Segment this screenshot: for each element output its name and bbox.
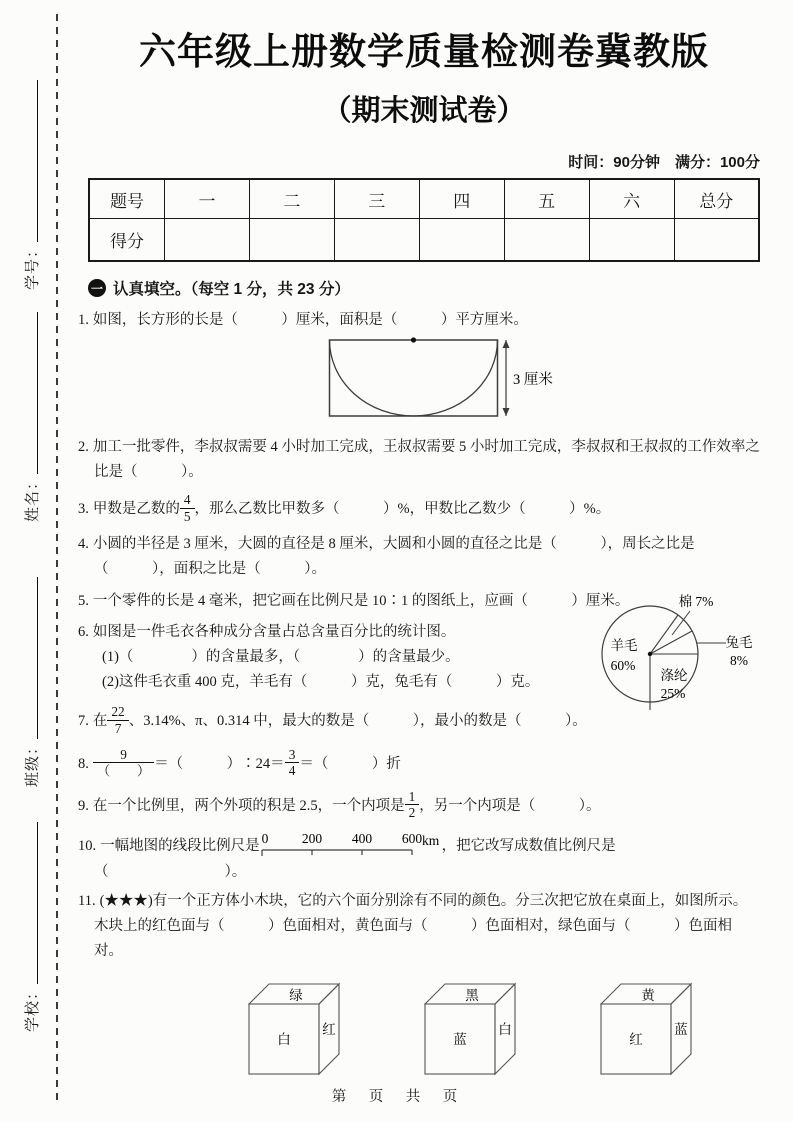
question-5-number: 5. [78,593,89,610]
score-table [88,178,760,262]
school-label: 学校： [24,983,41,1032]
question-5-text: 一个零件的长是 4 毫米，把它画在比例尺是 10∶1 的图纸上，应画（ ）厘米。 [92,593,630,610]
fraction-22-7 [107,704,128,736]
question-3-text-post: ，那么乙数比甲数多（ ）%，甲数比乙数少（ ）%。 [194,501,611,518]
cotton-slice-label: 棉 7% [678,594,714,609]
cube-top-label: 绿 [289,988,303,1004]
question-6-sub-1: (1)（ ）的含量最多，（ ）的含量最少。 [102,648,460,665]
time-score-meta: 时间：90分钟 满分：100分 [568,154,760,172]
question-11 [78,889,760,965]
question-3 [78,492,760,524]
center-dot [411,337,416,342]
score-table-header-cell: 三 [334,179,419,219]
cube-front-label: 红 [629,1032,643,1048]
sweater-composition-pie [586,578,762,718]
scale-tick-label: 200 [301,831,322,847]
cube-right-label: 白 [498,1022,512,1038]
question-9-number: 9. [78,797,89,814]
question-10-number: 10. [78,838,97,855]
score-table-header-cell: 五 [504,179,589,219]
rabbit-slice-pct: 8% [730,653,748,668]
page-subtitle: （期末测试卷） [322,95,526,128]
score-table-header-cell: 总分 [674,179,759,219]
question-9-text-pre: 在一个比例里，两个外项的积是 2.5，一个内项是 [92,797,405,814]
question-6-sub-2: (2)这件毛衣重 400 克，羊毛有（ ）克，兔毛有（ ）克。 [102,674,540,691]
question-6-text: 如图是一件毛衣各种成分含量占总含量百分比的统计图。 [92,623,456,640]
cube-top-label: 黄 [641,988,655,1004]
question-7-text-pre: 在 [92,713,108,730]
question-7-text-post: 、3.14%、π、0.314 中，最大的数是（ ），最小的数是（ ）。 [128,713,587,730]
question-3-number: 3. [78,501,89,518]
fraction-numerator: 1 [405,789,420,805]
rabbit-slice-label: 兔毛 [725,635,753,650]
scale-unit-label: km [421,833,439,849]
cube-figure-2 [419,976,525,1078]
question-4-number: 4. [78,535,89,552]
score-table-score-row [89,219,759,262]
question-1-number: 1. [78,312,89,329]
fraction-1-2 [405,789,420,821]
arrow-up [503,340,510,348]
class-field [20,577,42,787]
fraction-3-4 [285,747,300,779]
scale-tick-label: 400 [351,831,372,847]
name-blank-line [37,312,38,474]
score-table-header-cell: 六 [589,179,674,219]
score-table-header-cell: 题号 [89,179,165,219]
score-table-header-cell: 二 [249,179,334,219]
pie-center-dot [648,652,652,656]
rectangle-shape [330,340,498,416]
cube-right-label: 蓝 [674,1022,688,1038]
fraction-denominator: 7 [114,720,122,736]
question-7-number: 7. [78,713,89,730]
dimension-label: 3 厘米 [513,371,553,388]
question-2-text: 加工一批零件，李叔叔需要 4 小时加工完成，王叔叔需要 5 小时加工完成，李叔叔和王叔叔的工作效率之比是（ ）。 [92,438,760,481]
cube-figure-1 [243,976,349,1078]
arrow-down [503,408,510,416]
section-1-title: 认真填空。（每空 1 分，共 23 分） [113,281,350,299]
question-1 [78,308,760,333]
fraction-denominator: 4 [288,763,296,779]
question-8-text-tail: ＝（ ）折 [299,755,401,772]
question-2-number: 2. [78,438,89,455]
question-6-number: 6. [78,623,89,640]
scale-tick-label: 0 [261,831,268,847]
question-10 [78,829,760,884]
main-content [78,18,760,1078]
question-9-text-post: ，另一个内项是（ ）。 [419,797,601,814]
question-8-number: 8. [78,755,89,772]
school-field [20,822,42,1032]
cube-front-label: 白 [277,1032,291,1048]
pie-divider-cotton-wool [650,615,678,654]
wool-slice-label: 羊毛 [610,638,638,653]
question-4 [78,532,760,582]
page-footer: 第 页 共 页 [331,1089,462,1105]
score-cell-empty [419,219,504,262]
fraction-denominator: 2 [408,804,416,820]
question-6 [78,620,599,696]
name-label: 姓名： [24,473,41,522]
map-scale-bar [260,829,442,857]
question-8 [78,747,760,779]
score-cell-empty [249,219,334,262]
score-table-header-cell: 四 [419,179,504,219]
class-label: 班级： [24,738,41,787]
fraction-numerator: 9 [93,747,154,763]
polyester-slice-pct: 25% [660,686,686,701]
question-3-text-pre: 甲数是乙数的 [92,501,180,518]
score-cell-empty [165,219,250,262]
fraction-numerator: 4 [180,492,195,508]
question-1-text: 如图，长方形的长是（ ）厘米，面积是（ ）平方厘米。 [92,312,528,329]
fraction-numerator: 3 [285,747,300,763]
fold-dashed-line [56,14,58,1106]
score-cell-empty [334,219,419,262]
page-title: 六年级上册数学质量检测卷冀教版 [139,31,709,72]
cube-front-label: 蓝 [453,1032,467,1048]
pie-divider-rabbit-cotton [650,631,692,654]
score-row-label: 得分 [89,219,165,262]
student-id-label: 学号： [24,241,41,290]
score-cell-empty [674,219,759,262]
section-number-badge: 一 [88,279,106,297]
question-10-text-pre: 一幅地图的线段比例尺是 [100,838,260,855]
question-11-text: (★★★)有一个正方体小木块，它的六个面分别涂有不同的颜色。分三次把它放在桌面上，如图所示。木块上的红色面与（ ）色面相对，黄色面与（ ）色面相对，绿色面与（ ）色面相对。 [94,892,748,960]
cube-figure-3 [595,976,701,1078]
question-6-pie-chart [586,578,762,723]
name-field [20,312,42,522]
fraction-denominator: 5 [183,508,191,524]
score-cell-empty [504,219,589,262]
wool-slice-pct: 60% [610,658,636,673]
score-cell-empty [589,219,674,262]
polyester-slice-label: 涤纶 [660,668,688,683]
score-table-header-row [89,179,759,219]
question-9 [78,789,760,821]
student-id-blank-line [37,80,38,242]
fraction-numerator: 22 [107,704,128,720]
fraction-denominator: （ ） [96,763,151,779]
question-10-text-post: ，把它改写成数值比例尺是（ ）。 [94,838,616,880]
class-blank-line [37,577,38,739]
question-1-figure [328,336,760,431]
section-1-header [88,277,760,299]
scale-tick-label: 600 [401,831,422,847]
cube-top-label: 黑 [465,988,479,1004]
rectangle-semicircle-figure [328,336,574,422]
question-11-number: 11. [78,892,96,909]
student-id-field [20,80,42,290]
question-11-cube-figures [243,976,760,1078]
fraction-4-5 [180,492,195,524]
semicircle-shape [330,340,498,416]
question-4-text: 小圆的半径是 3 厘米，大圆的直径是 8 厘米，大圆和小圆的直径之比是（ ），周长之比是（ ），面积之比是（ ）。 [92,535,695,578]
school-blank-line [37,822,38,984]
score-table-header-cell: 一 [165,179,250,219]
question-8-text-mid: ＝（ ）∶24＝ [154,755,285,772]
question-2 [78,435,760,485]
fraction-9-blank [93,747,154,779]
cube-right-label: 红 [322,1022,336,1038]
